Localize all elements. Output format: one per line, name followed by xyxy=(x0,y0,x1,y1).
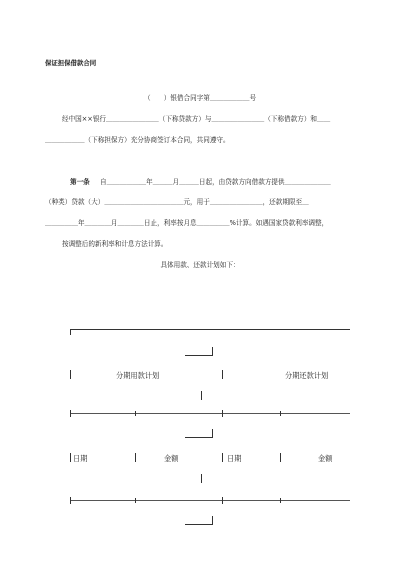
article-1-line-4: 按调整后的新利率和计息方法计算。 xyxy=(62,240,168,248)
col-bar-3 xyxy=(280,453,281,462)
header-tick xyxy=(201,391,202,400)
separator-line-1 xyxy=(70,413,350,414)
col-date-2: 日期 xyxy=(227,454,242,463)
separator-1-tick-b xyxy=(222,410,223,417)
header-drawdown-plan: 分期用款计划 xyxy=(116,371,160,380)
separator-2-tick-a xyxy=(135,498,136,503)
article-1-line-2: （种类）贷款（大）＿＿＿＿＿＿＿＿＿＿＿＿元，用于＿＿＿＿＿＿＿＿，还款期限至＿ xyxy=(45,198,309,206)
separator-1-tick-c xyxy=(280,411,281,416)
separator-2-tick-b xyxy=(222,497,223,504)
separator-line-2 xyxy=(70,500,350,501)
table-top-left-corner xyxy=(70,329,71,335)
article-1-label: 第一条 xyxy=(70,178,90,186)
table-connector-2-v xyxy=(212,429,213,438)
header-left-bar xyxy=(70,370,71,379)
table-connector-1-v xyxy=(212,347,213,356)
col-amount-1: 金额 xyxy=(164,454,179,463)
header-middle-bar xyxy=(222,370,223,379)
parties-line-2: ＿＿＿＿＿＿（下称担保方）充分协商签订本合同，共同遵守。 xyxy=(45,136,230,144)
table-connector-3 xyxy=(185,524,213,525)
col-bar-1 xyxy=(135,453,136,462)
separator-1-left xyxy=(70,410,71,417)
article-1-line-3: ＿＿＿＿＿年＿＿＿＿月＿＿＿＿日止，利率按月息＿＿＿＿＿%计算。如遇国家贷款利率调整， xyxy=(45,219,329,227)
col-row-left-bar xyxy=(70,453,71,462)
contract-number: （ ）银借合同字第＿＿＿＿＿＿号 xyxy=(143,94,257,102)
article-1-line-1: 自＿＿＿＿＿＿年＿＿＿月＿＿＿日起，由贷款方向借款方提供＿＿＿＿＿＿＿ xyxy=(100,178,331,186)
table-connector-2 xyxy=(185,437,213,438)
col-row-tick xyxy=(201,474,202,483)
separator-1-tick-a xyxy=(135,411,136,416)
separator-2-tick-c xyxy=(280,498,281,503)
col-bar-2 xyxy=(222,453,223,462)
plan-intro: 具体用款、还款计划如下： xyxy=(160,261,240,269)
table-connector-1 xyxy=(185,355,213,356)
separator-2-left xyxy=(70,497,71,504)
table-connector-3-v xyxy=(212,516,213,525)
header-repayment-plan: 分期还款计划 xyxy=(285,371,329,380)
parties-line-1: 经中国××银行＿＿＿＿＿＿＿＿（下称贷款方）与＿＿＿＿＿＿＿＿（下称借款方）和＿＿ xyxy=(62,115,331,123)
table-top-border xyxy=(70,329,350,330)
col-date-1: 日期 xyxy=(73,454,88,463)
col-amount-2: 金额 xyxy=(318,454,333,463)
document-title: 保证担保借款合同 xyxy=(45,59,97,67)
